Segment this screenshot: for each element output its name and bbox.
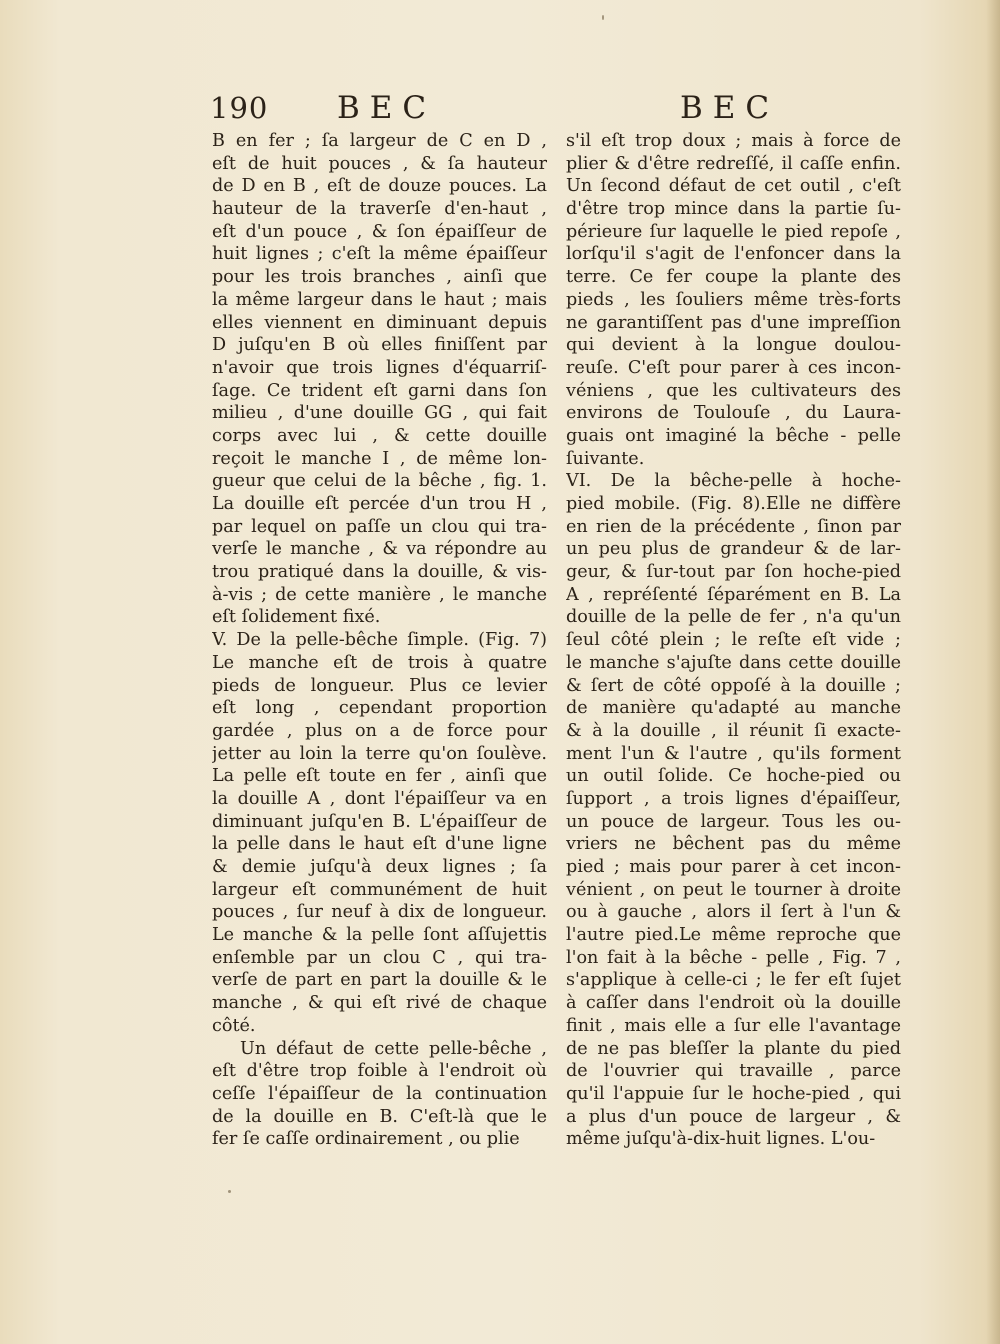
text-line: & demie juſqu'à deux lignes ; ſa: [212, 857, 547, 877]
text-line: B en fer ; ſa largeur de C en D ,: [212, 131, 547, 151]
text-line: huit lignes ; c'eſt la même épaiſſeur: [212, 244, 547, 265]
text-line: gardée , plus on a de force pour: [212, 720, 547, 741]
text-line: guais ont imaginé la bêche - pelle: [566, 425, 901, 446]
text-line: eſt ſolidement fixé.: [212, 607, 381, 628]
text-line: trou pratiqué dans la douille, & vis-: [212, 562, 547, 583]
text-line: un pouce de largeur. Tous les ou-: [566, 811, 901, 832]
text-line: pour les trois branches , ainſi que: [212, 267, 547, 288]
text-line: n'avoir que trois lignes d'équarriſ-: [212, 357, 547, 378]
text-line: de D en B , eſt de douze pouces. La: [212, 176, 547, 197]
text-line: qui devient à la longue doulou-: [566, 335, 901, 356]
text-line: D juſqu'en B où elles finiſſent par: [212, 335, 547, 356]
text-line: douille de la pelle de fer , n'a qu'un: [566, 607, 901, 628]
text-line: eſt de huit pouces , & ſa hauteur: [212, 153, 547, 174]
text-line: ou à gauche , alors il ſert à l'un &: [566, 902, 901, 923]
text-line: hauteur de la traverſe d'en-haut ,: [212, 199, 547, 220]
text-line: largeur eſt communément de huit: [212, 879, 547, 900]
text-line: de ne pas bleſſer la plante du pied: [566, 1038, 901, 1059]
text-line: eſt d'un pouce , & ſon épaiſſeur de: [212, 221, 547, 242]
text-line: la même largeur dans le haut ; mais: [212, 289, 547, 310]
text-line: reuſe. C'eſt pour parer à ces incon-: [566, 357, 901, 378]
text-line: à-vis ; de cette manière , le manche: [212, 584, 547, 605]
text-line: l'on fait à la bêche - pelle , Fig. 7 ,: [566, 947, 901, 968]
text-line: un outil ſolide. Ce hoche-pied ou: [566, 766, 901, 787]
text-line: ſuivante.: [566, 448, 645, 469]
text-line: reçoit le manche I , de même lon-: [212, 448, 547, 469]
text-line: pied mobile. (Fig. 8).Elle ne diffère: [566, 494, 901, 514]
text-line: terre. Ce fer coupe la plante des: [566, 267, 901, 288]
text-line: elles viennent en diminuant depuis: [212, 312, 547, 333]
text-line: verſe le manche , & va répondre au: [212, 539, 547, 560]
text-line: La pelle eſt toute en fer , ainſi que: [212, 766, 547, 787]
text-line: & ſert de côté oppoſé à la douille ;: [566, 675, 901, 696]
text-line: côté.: [212, 1015, 256, 1036]
text-line: geur, & ſur-tout par ſon hoche-pied: [566, 562, 901, 583]
text-line: Le manche eſt de trois à quatre: [212, 652, 547, 673]
text-line: par lequel on paſſe un clou qui tra-: [212, 516, 547, 537]
right-text-column: [566, 130, 901, 1151]
text-line: d'être trop mince dans la partie ſu-: [566, 199, 901, 220]
text-line: Un ſecond défaut de cet outil , c'eſt: [566, 176, 901, 197]
text-line: ne garantiſſent pas d'une impreſſion: [566, 312, 901, 333]
text-line: manche , & qui eſt rivé de chaque: [212, 993, 547, 1014]
page-number: 190: [210, 91, 269, 125]
text-line: de la douille en B. C'eſt-là que le: [212, 1106, 547, 1127]
text-line: s'applique à celle-ci ; le fer eſt ſujet: [566, 970, 901, 991]
text-line: ment l'un & l'autre , qu'ils forment: [566, 743, 901, 764]
text-line: le manche s'ajuſte dans cette douille: [566, 652, 901, 673]
text-line: V. De la pelle-bêche ſimple. (Fig. 7): [212, 630, 547, 651]
text-line: pied ; mais pour parer à cet incon-: [566, 857, 901, 877]
text-line: à caſſer dans l'endroit où la douille: [566, 993, 901, 1014]
text-line: jetter au loin la terre qu'on ſoulève.: [212, 743, 547, 764]
text-line: Le manche & la pelle ſont aſſujettis: [212, 925, 547, 946]
text-line: de l'ouvrier qui travaille , parce: [566, 1061, 901, 1082]
left-text-column: [212, 130, 547, 1151]
text-line: s'il eſt trop doux ; mais à force de: [566, 131, 901, 151]
text-line: environs de Toulouſe , du Laura-: [566, 403, 901, 424]
text-line: ſage. Ce trident eſt garni dans ſon: [212, 380, 547, 401]
text-line: ſupport , a trois lignes d'épaiſſeur,: [566, 788, 901, 809]
text-line: vriers ne bêchent pas du même: [566, 834, 901, 855]
page-edge-shadow: [986, 0, 1000, 1344]
text-line: qu'il l'appuie ſur le hoche-pied , qui: [566, 1083, 901, 1104]
text-line: même juſqu'à-dix-huit lignes. L'ou-: [566, 1129, 876, 1150]
text-line: véniens , que les cultivateurs des: [566, 380, 901, 401]
text-line: gueur que celui de la bêche , fig. 1.: [212, 471, 547, 492]
text-line: lorſqu'il s'agit de l'enfoncer dans la: [566, 244, 901, 265]
text-line: milieu , d'une douille GG , qui fait: [212, 403, 547, 424]
paper-speck: [602, 15, 604, 20]
text-line: un peu plus de grandeur & de lar-: [566, 539, 901, 560]
text-line: Un défaut de cette pelle-bêche ,: [240, 1038, 547, 1059]
text-line: A , repréſenté ſéparément en B. La: [566, 584, 901, 605]
text-line: eſt d'être trop foible à l'endroit où: [212, 1061, 547, 1082]
text-line: eſt long , cependant proportion: [212, 698, 547, 719]
text-line: vénient , on peut le tourner à droite: [566, 879, 901, 900]
text-line: périeure ſur laquelle le pied repoſe ,: [566, 221, 901, 242]
text-line: la douille A , dont l'épaiſſeur va en: [212, 788, 547, 809]
running-head-right: BEC: [680, 90, 780, 126]
text-line: a plus d'un pouce de largeur , &: [566, 1106, 901, 1127]
text-line: & à la douille , il réunit ſi exacte-: [566, 720, 901, 741]
text-line: plier & d'être redreſſé, il caſſe enfin.: [566, 153, 901, 174]
text-line: verſe de part en part la douille & le: [212, 970, 547, 991]
text-line: VI. De la bêche-pelle à hoche-: [566, 471, 901, 492]
text-line: pouces , ſur neuf à dix de longueur.: [212, 902, 547, 923]
text-line: enſemble par un clou C , qui tra-: [212, 947, 547, 968]
text-line: pieds , les ſouliers même très-forts: [566, 289, 901, 310]
text-line: La douille eſt percée d'un trou H ,: [212, 494, 547, 514]
text-line: ceſſe l'épaiſſeur de la continuation: [212, 1083, 547, 1104]
text-line: la pelle dans le haut eſt d'une ligne: [212, 834, 547, 855]
text-line: pieds de longueur. Plus ce levier: [212, 675, 547, 696]
text-line: de manière qu'adapté au manche: [566, 698, 901, 719]
text-line: l'autre pied.Le même reproche que: [566, 925, 901, 946]
paper-speck: [228, 1190, 231, 1193]
text-line: ſeul côté plein ; le reſte eſt vide ;: [566, 630, 901, 651]
text-line: en rien de la précédente , ſinon par: [566, 516, 901, 537]
text-line: corps avec lui , & cette douille: [212, 425, 547, 446]
text-line: fer ſe caſſe ordinairement , ou plie: [212, 1129, 520, 1150]
text-line: diminuant juſqu'en B. L'épaiſſeur de: [212, 811, 547, 832]
text-line: finit , mais elle a ſur elle l'avantage: [566, 1015, 901, 1036]
running-head-left: BEC: [337, 90, 437, 126]
